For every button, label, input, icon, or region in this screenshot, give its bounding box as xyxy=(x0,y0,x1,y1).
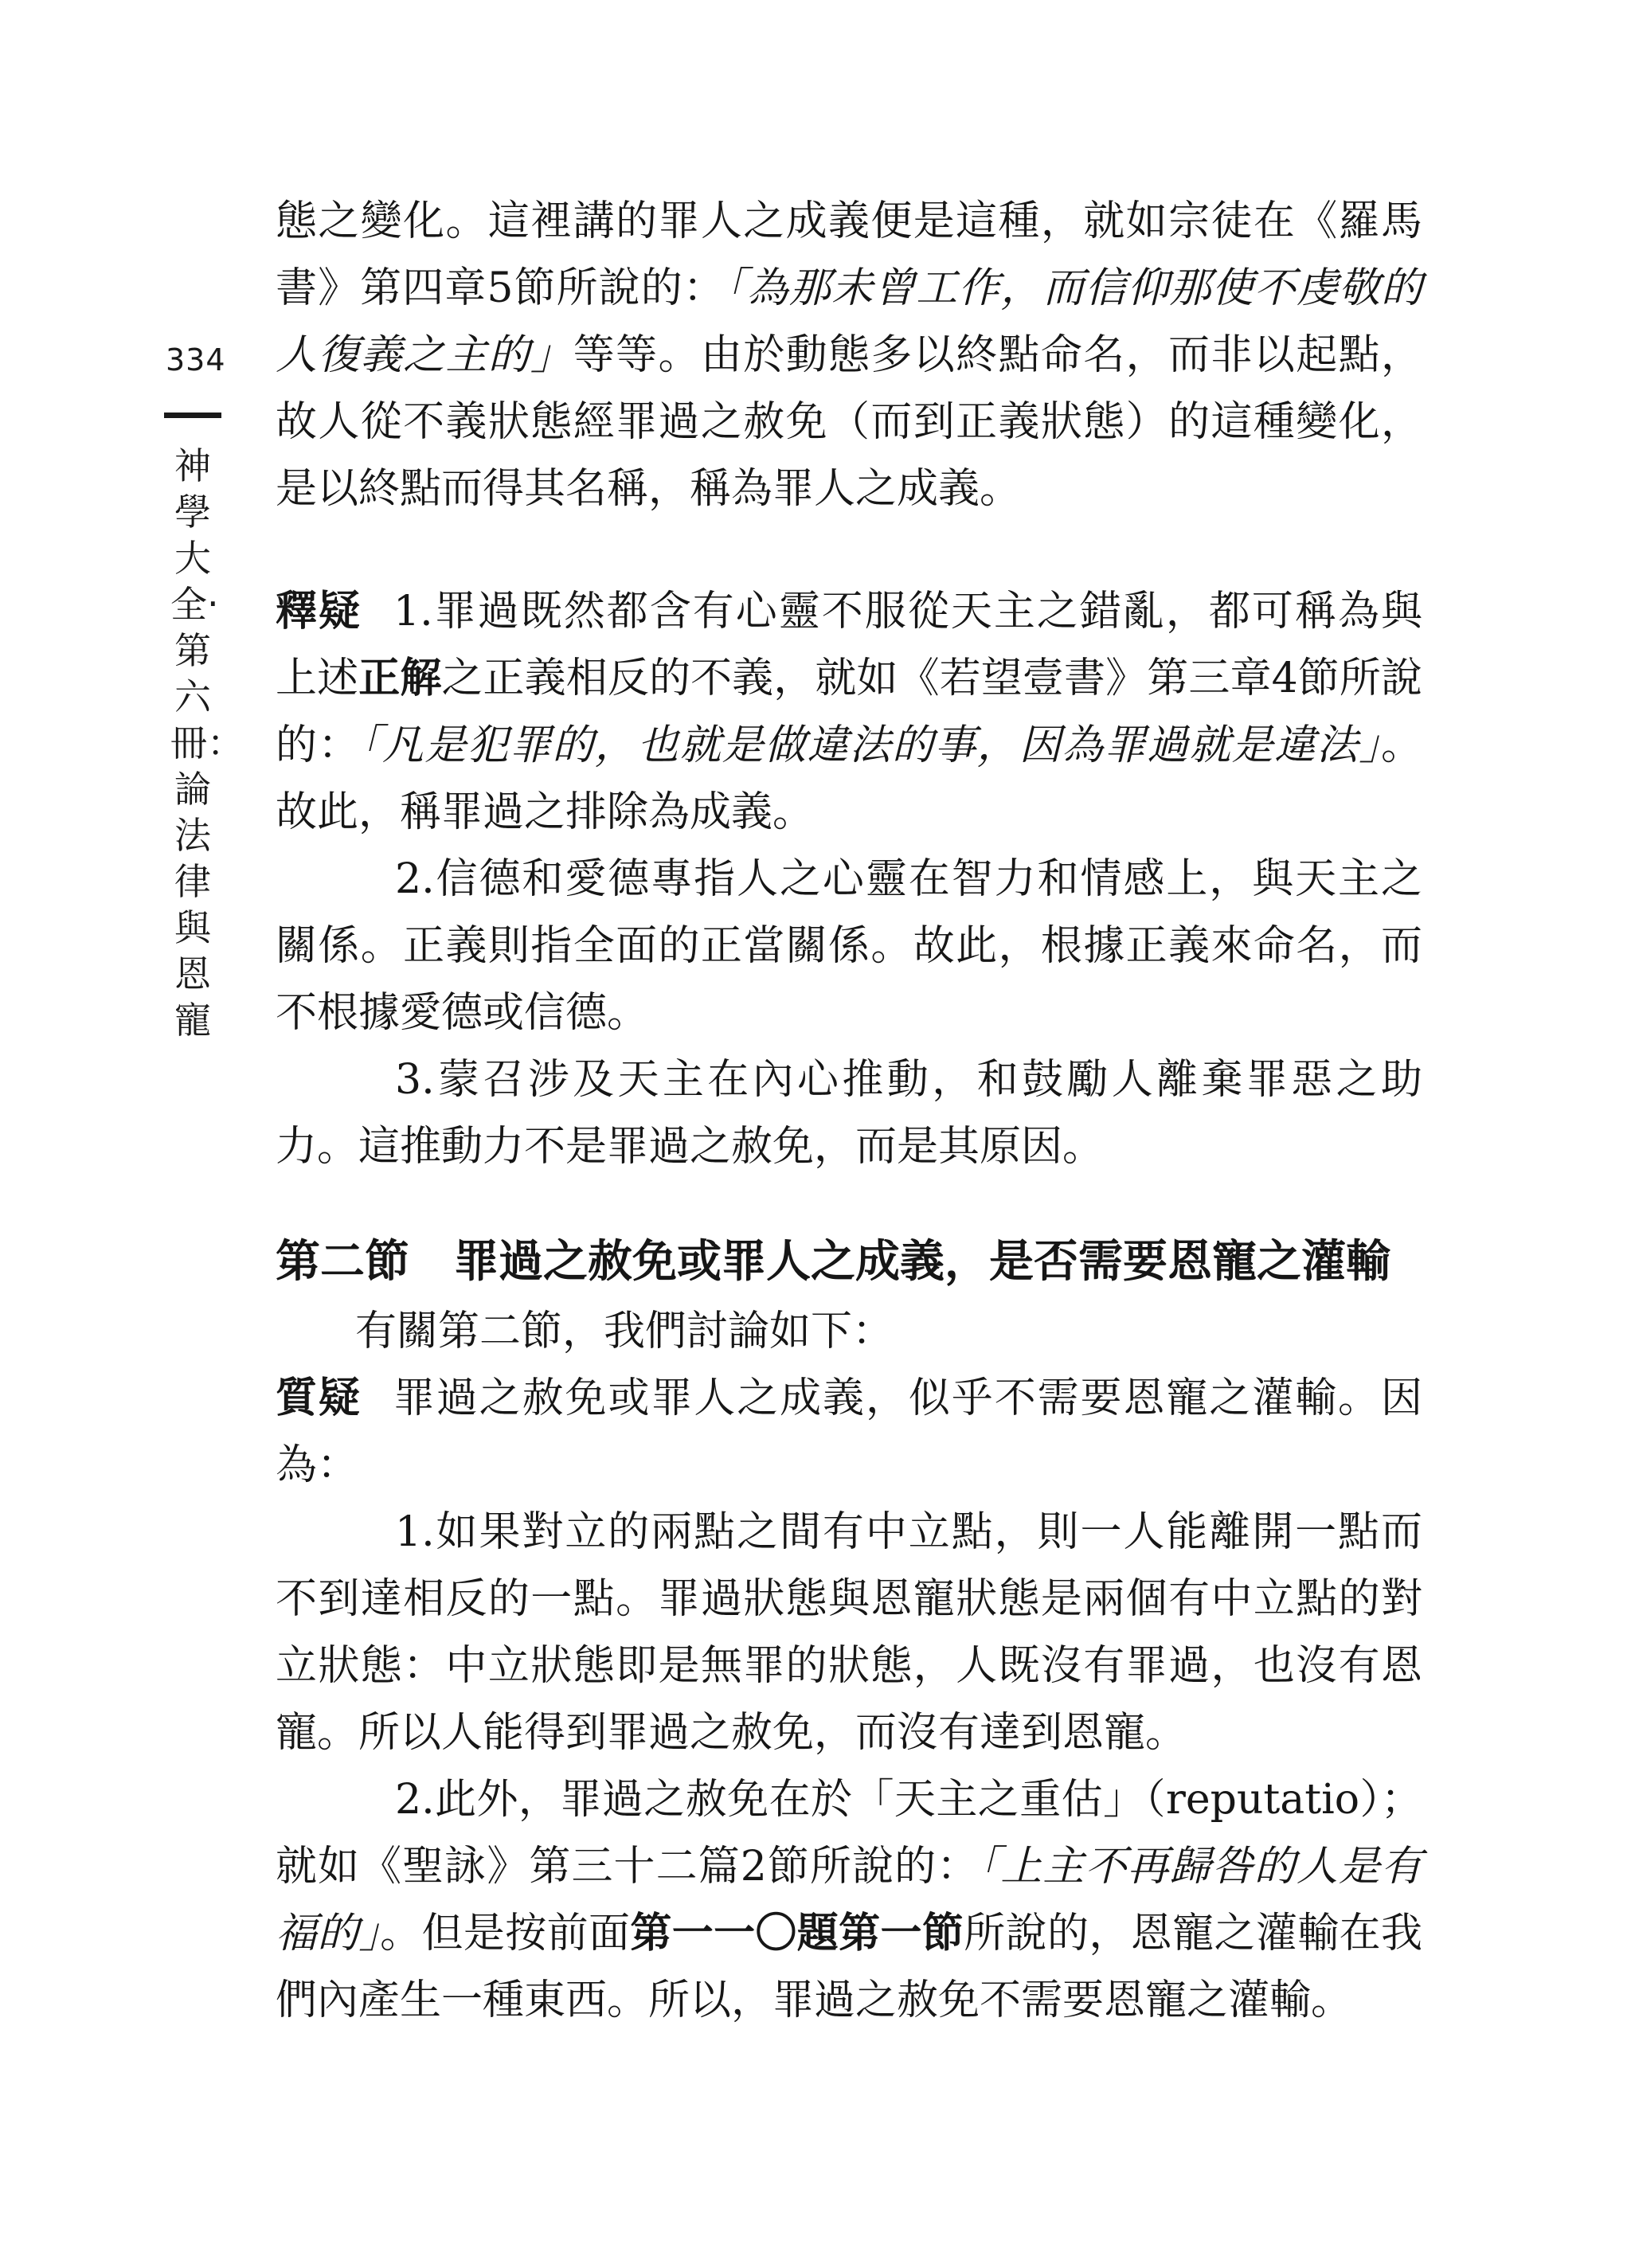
text-span: 態之變化。這裡講的罪人之成義便是這種，就如宗徒在《羅馬書》第四章5節所說的： xyxy=(276,197,1422,312)
section-title: 罪過之赦免或罪人之成義，是否需要恩寵之灌輸 xyxy=(454,1236,1390,1288)
text-span: 1.罪過既然都含有心靈不服從天主之錯亂，都可稱為與上述 xyxy=(276,588,1422,702)
text-span: 。但是按前面 xyxy=(380,1910,631,1957)
spacer xyxy=(276,522,1422,578)
objection-1: 1.如果對立的兩點之間有中立點，則一人能離開一點而不到達相反的一點。罪過狀態與恩寵狀態是兩個有中立點的對立狀態：中立狀態即是無罪的狀態，人既沒有罪過，也沒有恩寵。所以人能得到罪過之赦免，而沒有達到恩寵。 xyxy=(276,1508,1422,1757)
reply-1 xyxy=(276,578,1422,846)
text-span: 罪過之赦免或罪人之成義，似乎不需要恩寵之灌輸。因為： xyxy=(276,1374,1422,1489)
text-span: 所說的，恩寵之灌輸在我們內產生一種東西。所以，罪過之赦免不需要恩寵之灌輸。 xyxy=(276,1910,1422,2024)
text-span: 。故此，稱罪過之排除為成義。 xyxy=(276,721,1422,836)
scripture-quote: 「凡是犯罪的，也就是做違法的事，因為罪過就是違法」 xyxy=(360,721,1381,769)
text-column xyxy=(276,188,1422,2034)
section-intro: 有關第二節，我們討論如下： xyxy=(355,1308,894,1355)
text-span: 之正義相反的不義，就如《若望壹書》第三章4節所說的： xyxy=(276,655,1422,769)
reply-2: 2.信德和愛德專指人之心靈在智力和情感上，與天主之關係。正義則指全面的正當關係。故此，根據正義來命名，而不根據愛德或信德。 xyxy=(276,855,1422,1037)
text-span: 2.此外，罪過之赦免在於「天主之重估」（reputatio）；就如《聖詠》第三十二篇2節所說的： xyxy=(276,1776,1422,1891)
section-heading xyxy=(276,1226,1422,1298)
paragraph-intro xyxy=(276,188,1422,522)
objection-2 xyxy=(276,1766,1422,2034)
objection xyxy=(276,1365,1422,1499)
reply-label: 釋疑 xyxy=(276,588,362,635)
running-head: 神學大全‧第六冊：論法律與恩寵 xyxy=(170,444,244,1042)
cross-reference: 第一一〇題第一節 xyxy=(630,1909,964,1957)
text-span: 等等。由於動態多以終點命名，而非以起點，故人從不義狀態經罪過之赦免（而到正義狀態）的這種變化，是以終點而得其名稱，稱為罪人之成義。 xyxy=(276,331,1422,513)
objection-label: 質疑 xyxy=(276,1374,362,1422)
scripture-quote: 「為那未曾工作，而信仰那使不虔敬的人復義之主的」 xyxy=(276,264,1422,379)
spacer xyxy=(276,1180,1422,1226)
page-number: 334 xyxy=(166,342,226,377)
scripture-quote: 「上主不再歸咎的人是有福的」 xyxy=(276,1843,1422,1957)
page-number-rule xyxy=(164,413,221,418)
emphasis: 正解 xyxy=(358,654,442,702)
reply-3: 3.蒙召涉及天主在內心推動，和鼓勵人離棄罪惡之助力。這推動力不是罪過之赦免，而是其原因。 xyxy=(276,1056,1422,1171)
section-number: 第二節 xyxy=(276,1236,409,1288)
